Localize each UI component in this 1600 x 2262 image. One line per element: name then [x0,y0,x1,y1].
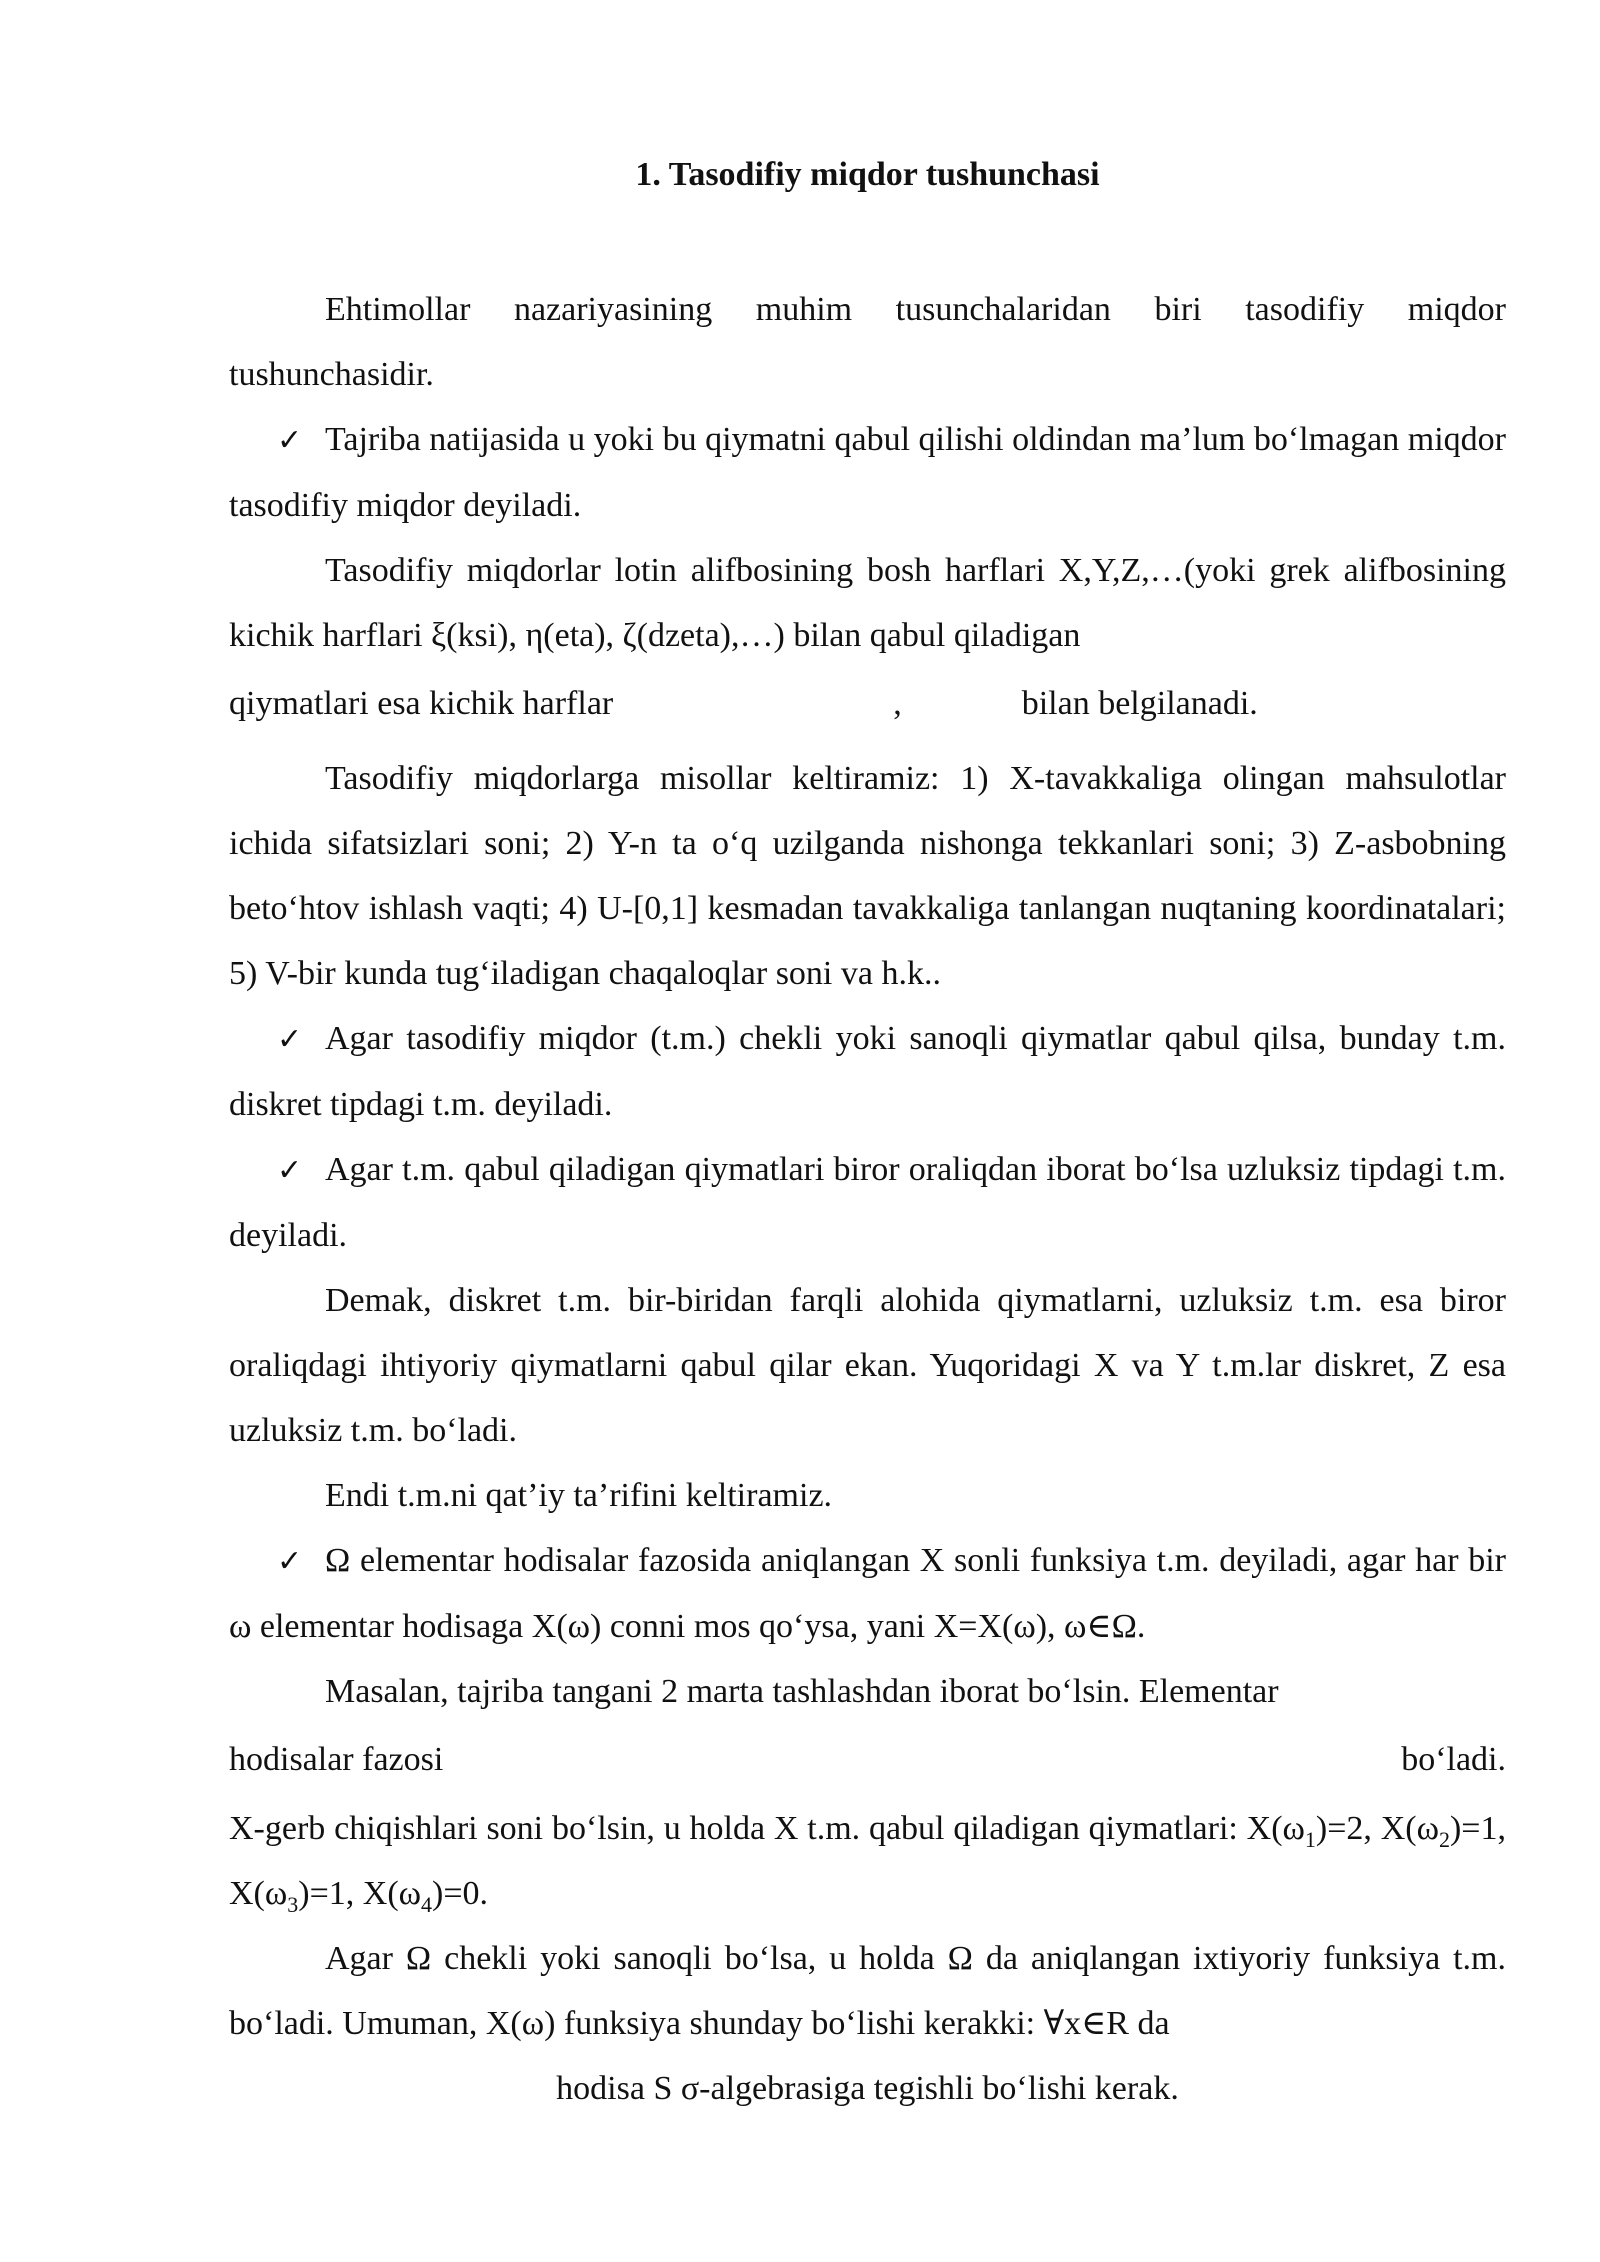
paragraph-general-last-line: hodisa S σ-algebrasiga tegishli bo‘lishi kerak. [556,2070,1179,2107]
checkmark-icon: ✓ [277,1153,303,1188]
subscript-2: 2 [1438,1826,1450,1852]
subscript-4: 4 [421,1891,433,1917]
values-text-a: X-gerb chiqishlari soni bo‘lsin, u holda X t.m. qabul qiladigan qiymatlari: X(ω [229,1810,1305,1847]
values-text-b: )=2, X(ω [1315,1810,1439,1847]
coin-text-left: hodisalar fazosi [229,1741,444,1778]
definition-text-2: Agar tasodifiy miqdor (t.m.) chekli yoki sanoqli qiymatlar qabul qilsa, bunday t.m. diskret tipdagi t.m. deyiladi. [229,1020,1506,1123]
definition-item-4 [229,1528,1506,1659]
page-title: 1. Tasodifiy miqdor tushunchasi [635,156,1100,193]
checkmark-icon: ✓ [277,423,303,458]
paragraph-notation-continued [229,668,1506,740]
definition-item-1 [229,407,1506,538]
definition-item-3 [229,1137,1506,1268]
document-page [229,150,1506,2121]
paragraph-values [229,1796,1506,1926]
subscript-1: 1 [1304,1826,1316,1852]
paragraph-example-coin: Masalan, tajriba tangani 2 marta tashlashdan iborat bo‘lsin. Elementar [325,1673,1279,1710]
values-text-c: )=1, X(ω [229,1810,1506,1912]
definition-text-4: Ω elementar hodisalar fazosida aniqlangan X sonli funksiya t.m. deyiladi, agar har bir ω elementar hodisaga X(ω) conni mos qo‘ysa, yani X=X(ω), ω∈Ω. [229,1542,1506,1645]
paragraph-strict-definition-intro: Endi t.m.ni qat’iy ta’rifini keltiramiz. [325,1477,833,1514]
notation-comma: , [893,685,902,722]
notation-text-b: bilan belgilanadi. [1021,685,1258,722]
checkmark-icon: ✓ [277,1022,303,1057]
notation-text-a: qiymatlari esa kichik harflar [229,685,614,722]
paragraph-examples: Tasodifiy miqdorlarga misollar keltiramiz: 1) X-tavakkaliga olingan mahsulotlar ichida sifatsizlari soni; 2) Y-n ta o‘q uzilganda nishonga tekkanlari soni; 3) Z-asbobning beto‘htov ishlash vaqti; 4) U-[0,1] kesmadan tavakkaliga tanlangan nuqtaning koordinatalari; 5) V-bir kunda tug‘iladigan chaqaloqlar soni va h.k.. [229,760,1506,992]
paragraph-conclusion: Demak, diskret t.m. bir-biridan farqli alohida qiymatlarni, uzluksiz t.m. esa biror oraliqdagi ihtiyoriy qiymatlarni qabul qilar ekan. Yuqoridagi X va Y t.m.lar diskret, Z esa uzluksiz t.m. bo‘ladi. [229,1282,1506,1449]
paragraph-general: Agar Ω chekli yoki sanoqli bo‘lsa, u holda Ω da aniqlangan ixtiyoriy funksiya t.m. bo‘ladi. Umuman, X(ω) funksiya shunday bo‘lishi kerakki: ∀x∈R da [229,1940,1506,2042]
coin-text-right: bo‘ladi. [1401,1741,1506,1778]
values-text-e: )=0. [432,1875,489,1912]
checkmark-icon: ✓ [277,1544,303,1579]
paragraph-intro: Ehtimollar nazariyasining muhim tusunchalaridan biri tasodifiy miqdor tushunchasidir. [229,291,1506,393]
paragraph-example-coin-continued [229,1724,1506,1796]
values-text-d: )=1, X(ω [298,1875,422,1912]
subscript-3: 3 [287,1891,299,1917]
definition-text-3: Agar t.m. qabul qiladigan qiymatlari biror oraliqdan iborat bo‘lsa uzluksiz tipdagi t.m. deyiladi. [229,1151,1506,1254]
definition-text-1: Tajriba natijasida u yoki bu qiymatni qabul qilishi oldindan ma’lum bo‘lmagan miqdor tasodifiy miqdor deyiladi. [229,421,1506,524]
paragraph-notation: Tasodifiy miqdorlar lotin alifbosining bosh harflari X,Y,Z,…(yoki grek alifbosining kichik harflari ξ(ksi), η(eta), ζ(dzeta),…) bilan qabul qiladigan [229,552,1506,654]
definition-item-2 [229,1006,1506,1137]
